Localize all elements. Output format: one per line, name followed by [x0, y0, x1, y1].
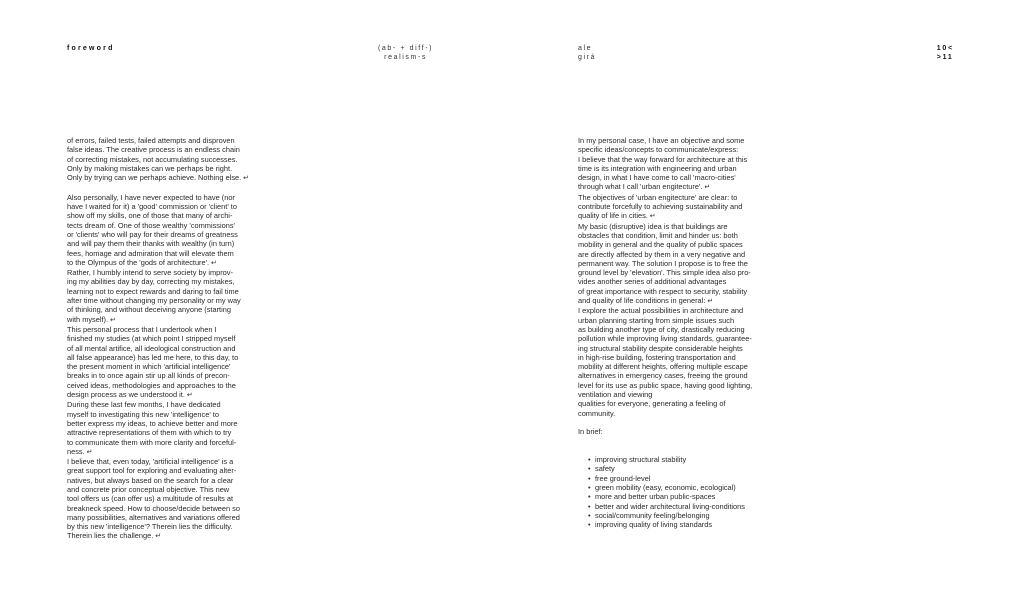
text-line [67, 371, 267, 380]
text-line [67, 249, 267, 258]
text-line-content: the present moment in which 'artificial intelligence' [67, 362, 231, 372]
text-line [578, 381, 778, 390]
text-line [578, 202, 778, 211]
return-mark-icon: ↵ [108, 316, 116, 324]
text-line [578, 446, 778, 455]
text-line-content: quality of life in cities. [578, 211, 648, 221]
text-line [578, 334, 778, 343]
brief-list-item: • more and better urban public-spaces [588, 492, 778, 501]
text-line-content: through what I call 'urban engitecture'. [578, 182, 703, 192]
text-line-content: Only by making mistakes can we perhaps be right. [67, 163, 233, 173]
text-line [67, 438, 267, 447]
page-number-left: 10< [936, 45, 954, 52]
text-line [578, 240, 778, 249]
text-line [67, 145, 267, 154]
text-line-content: During these last few months, I have dedicated [67, 400, 221, 410]
text-line-content: of great importance with respect to security, stability [578, 286, 748, 296]
text-line [578, 250, 778, 259]
text-line [578, 193, 778, 202]
return-mark-icon: ↵ [702, 184, 711, 192]
text-line [67, 410, 267, 419]
text-line [67, 305, 267, 314]
text-line [67, 334, 267, 343]
text-line [67, 287, 267, 296]
text-line-content: design, in what I have come to call 'macro-cities' [578, 173, 736, 183]
text-line [67, 211, 267, 220]
left-text-column [67, 136, 267, 542]
text-line [578, 136, 778, 145]
text-line [67, 136, 267, 145]
text-line-content: design process as we understood it. [67, 390, 185, 400]
text-line [578, 427, 778, 436]
text-line-content: The objectives of 'urban engitecture' are clear: to [578, 192, 738, 202]
text-line-content: natives, but always based on the search for a clear [67, 475, 234, 485]
text-line-content: learning not to expect rewards and daring to fail time [67, 286, 239, 296]
text-line [67, 230, 267, 239]
book-title [378, 44, 433, 62]
text-line-content: show off my skills, one of those that many of archi- [67, 211, 233, 221]
text-line [578, 173, 778, 182]
text-line-content: This personal process that I undertook when I [67, 324, 217, 334]
text-line-content: ventilation and viewing [578, 390, 653, 400]
text-line-content: better express my ideas, to achieve better and more [67, 418, 238, 428]
text-line-content: In brief: [578, 427, 603, 437]
text-line-content: or 'clients' who will pay for their dreams of greatness [67, 229, 238, 239]
brief-list-item: • green mobility (easy, economic, ecological) [588, 483, 778, 492]
page-number-right: >11 [936, 54, 954, 61]
text-line [67, 315, 267, 325]
text-line-content: breaks in to once again stir up all kinds of precon- [67, 371, 230, 381]
text-line [578, 182, 778, 192]
text-line-content: obstacles that condition, limit and hinder us: both [578, 230, 738, 240]
text-line-content: qualities for everyone, generating a feeling of [578, 399, 726, 409]
text-line [578, 362, 778, 371]
text-line-content: ing my abilities day by day, correcting my mistakes, [67, 277, 235, 287]
text-line-content: pollution while improving living standards, guarantee- [578, 334, 752, 344]
text-line [67, 513, 267, 522]
text-line [67, 202, 267, 211]
text-line-content: Rather, I humbly intend to serve society by improv- [67, 268, 233, 278]
return-mark-icon: ↵ [647, 213, 656, 221]
text-line [578, 155, 778, 164]
text-line [578, 268, 778, 277]
text-line-content: fees, homage and admiration that will elevate them [67, 248, 234, 258]
brief-list-item: • better and wider architectural living-conditions [588, 502, 778, 511]
text-line-content: finished my studies (at which point I stripped myself [67, 334, 236, 344]
text-line-content: urban planning starting from simple issues such [578, 315, 735, 325]
text-line-content: by this new 'intelligence'? Therein lies the difficulty. [67, 522, 233, 532]
text-line [67, 400, 267, 409]
brief-list-item: • improving quality of living standards [588, 520, 778, 529]
text-line-content: in high-rise building, fostering transportation and [578, 352, 736, 362]
text-line [67, 277, 267, 286]
text-line-content: great support tool for exploring and evaluating alter- [67, 466, 237, 476]
text-line [67, 258, 267, 268]
brief-list-item: • social/community feeling/belonging [588, 511, 778, 520]
text-line [67, 522, 267, 531]
text-line-content: of all mental artifice, all ideological construction and [67, 343, 236, 353]
text-line-content: are directly affected by them in a very negative and [578, 249, 746, 259]
text-line [67, 419, 267, 428]
brief-list-item: • safety [588, 464, 778, 473]
text-line [67, 221, 267, 230]
text-line [578, 164, 778, 173]
text-line [67, 476, 267, 485]
right-text-column [578, 136, 778, 529]
text-line-content: and quality of life conditions in general: [578, 296, 706, 306]
text-line-content: I explore the actual possibilities in architecture and [578, 306, 744, 316]
text-line-content: have I waited for it) a 'good' commission or 'client' to [67, 202, 237, 212]
text-line-content: contribute forcefully to achieving sustainability and [578, 202, 743, 212]
text-line [67, 447, 267, 457]
author-first-name: ale [578, 45, 593, 52]
text-line-content: Therein lies the challenge. [67, 531, 154, 541]
author-last-name: girá [578, 54, 597, 61]
text-line [578, 344, 778, 353]
text-line-content: attractive representations of them with which to try [67, 428, 232, 438]
text-line [578, 287, 778, 296]
return-mark-icon: ↵ [241, 175, 249, 183]
text-line [578, 325, 778, 334]
text-line-content: with myself). [67, 314, 109, 324]
return-mark-icon: ↵ [153, 533, 162, 541]
text-line-content: Also personally, I have never expected to have (nor [67, 192, 235, 202]
text-line-content: permanent way. The solution I propose is to free the [578, 258, 748, 268]
text-line [67, 485, 267, 494]
text-line-content: of thinking, and without deceiving anyone (starting [67, 305, 231, 315]
text-line-content: Only by trying can we perhaps achieve. Nothing else. [67, 173, 242, 183]
author-name [578, 44, 596, 62]
text-line-content: many possibilities, alternatives and variations offered [67, 512, 240, 522]
text-line-content: myself to investigating this new 'intelligence' to [67, 409, 219, 419]
brief-list [578, 455, 778, 529]
text-line [578, 277, 778, 286]
text-line [67, 325, 267, 334]
text-line-content: of correcting mistakes, not accumulating successes. [67, 154, 238, 164]
text-line [67, 296, 267, 305]
text-line [578, 353, 778, 362]
text-line [67, 466, 267, 475]
text-line-content: false ideas. The creative process is an endless chain [67, 145, 240, 155]
text-line [578, 316, 778, 325]
text-line-content: community. [578, 408, 616, 418]
text-line [578, 418, 778, 427]
text-line-content: of errors, failed tests, failed attempts and disproven [67, 136, 235, 145]
text-line-content: alternatives in emergency cases, freeing the ground [578, 371, 748, 381]
text-line [67, 268, 267, 277]
text-line [67, 353, 267, 362]
brief-list-item: • improving structural stability [588, 455, 778, 464]
text-line [67, 362, 267, 371]
text-line-content: ground level by 'elevation'. This simple idea also pro- [578, 268, 751, 278]
text-line-content: level for its use as public space, having good lighting, [578, 380, 753, 390]
text-line [578, 437, 778, 446]
return-mark-icon: ↵ [184, 392, 193, 400]
text-line [67, 428, 267, 437]
text-line [578, 399, 778, 408]
text-line [578, 306, 778, 315]
text-line-content: and will pay them their thanks with wealthy (in turn) [67, 239, 235, 249]
book-title-line-1: (ab- + diff-) [378, 45, 434, 52]
text-line-content: tool offers us (can offer us) a multitude of results at [67, 494, 234, 504]
text-line-content: ceived ideas, methodologies and approaches to the [67, 380, 236, 390]
text-line-content: I believe that the way forward for architecture at this [578, 154, 748, 164]
text-line-content: after time without changing my personality or my way [67, 296, 241, 306]
text-line-content: to communicate them with more clarity and forceful- [67, 437, 237, 447]
text-line [67, 239, 267, 248]
text-line [67, 155, 267, 164]
text-line-content: ing structural stability despite considerable heights [578, 343, 743, 353]
text-line [578, 222, 778, 231]
brief-list-item: • free ground-level [588, 474, 778, 483]
text-line [67, 381, 267, 390]
text-line [67, 390, 267, 400]
text-line [578, 211, 778, 221]
text-line-content: vides another series of additional advantages [578, 277, 727, 287]
text-line-content: ness. [67, 446, 85, 456]
return-mark-icon: ↵ [209, 259, 217, 267]
text-line-content: and concrete prior conceptual objective. This new [67, 484, 230, 494]
text-line [67, 173, 267, 183]
text-line-content: tects dream of. One of those wealthy 'commissions' [67, 220, 235, 230]
text-line-content: My basic (disruptive) idea is that buildings are [578, 221, 728, 231]
text-line-content: time is its integration with engineering and urban [578, 163, 737, 173]
text-line-content: mobility in general and the quality of public spaces [578, 240, 743, 250]
text-line [578, 231, 778, 240]
return-mark-icon: ↵ [84, 448, 93, 456]
text-line-content: to the Olympus of the 'gods of architecture'. [67, 257, 210, 267]
section-label-text: foreword [67, 45, 115, 52]
text-line-content: In my personal case, I have an objective and some [578, 136, 745, 145]
right-paragraphs [578, 136, 778, 455]
text-line [67, 457, 267, 466]
page-numbers [937, 44, 954, 62]
text-line [578, 390, 778, 399]
text-line [67, 183, 267, 192]
text-line-content: all false appearance) has led me here, to this day, to [67, 352, 239, 362]
text-line [67, 494, 267, 503]
return-mark-icon: ↵ [705, 298, 714, 306]
section-label [67, 44, 115, 53]
book-title-line-2: realism-s [384, 54, 427, 61]
text-line [67, 344, 267, 353]
text-line [578, 296, 778, 306]
text-line [578, 371, 778, 380]
text-line-content: breakneck speed. How to choose/decide between so [67, 503, 240, 513]
text-line-content: specific ideas/concepts to communicate/express: [578, 145, 739, 155]
text-line-content: I believe that, even today, 'artificial intelligence' is a [67, 457, 234, 467]
text-line-content: as building another type of city, drastically reducing [578, 324, 745, 334]
text-line [67, 504, 267, 513]
text-line [578, 409, 778, 418]
text-line [578, 145, 778, 154]
text-line-content: mobility at different heights, offering multiple escape [578, 362, 748, 372]
text-line [67, 164, 267, 173]
text-line [67, 531, 267, 541]
text-line [67, 193, 267, 202]
text-line [578, 259, 778, 268]
